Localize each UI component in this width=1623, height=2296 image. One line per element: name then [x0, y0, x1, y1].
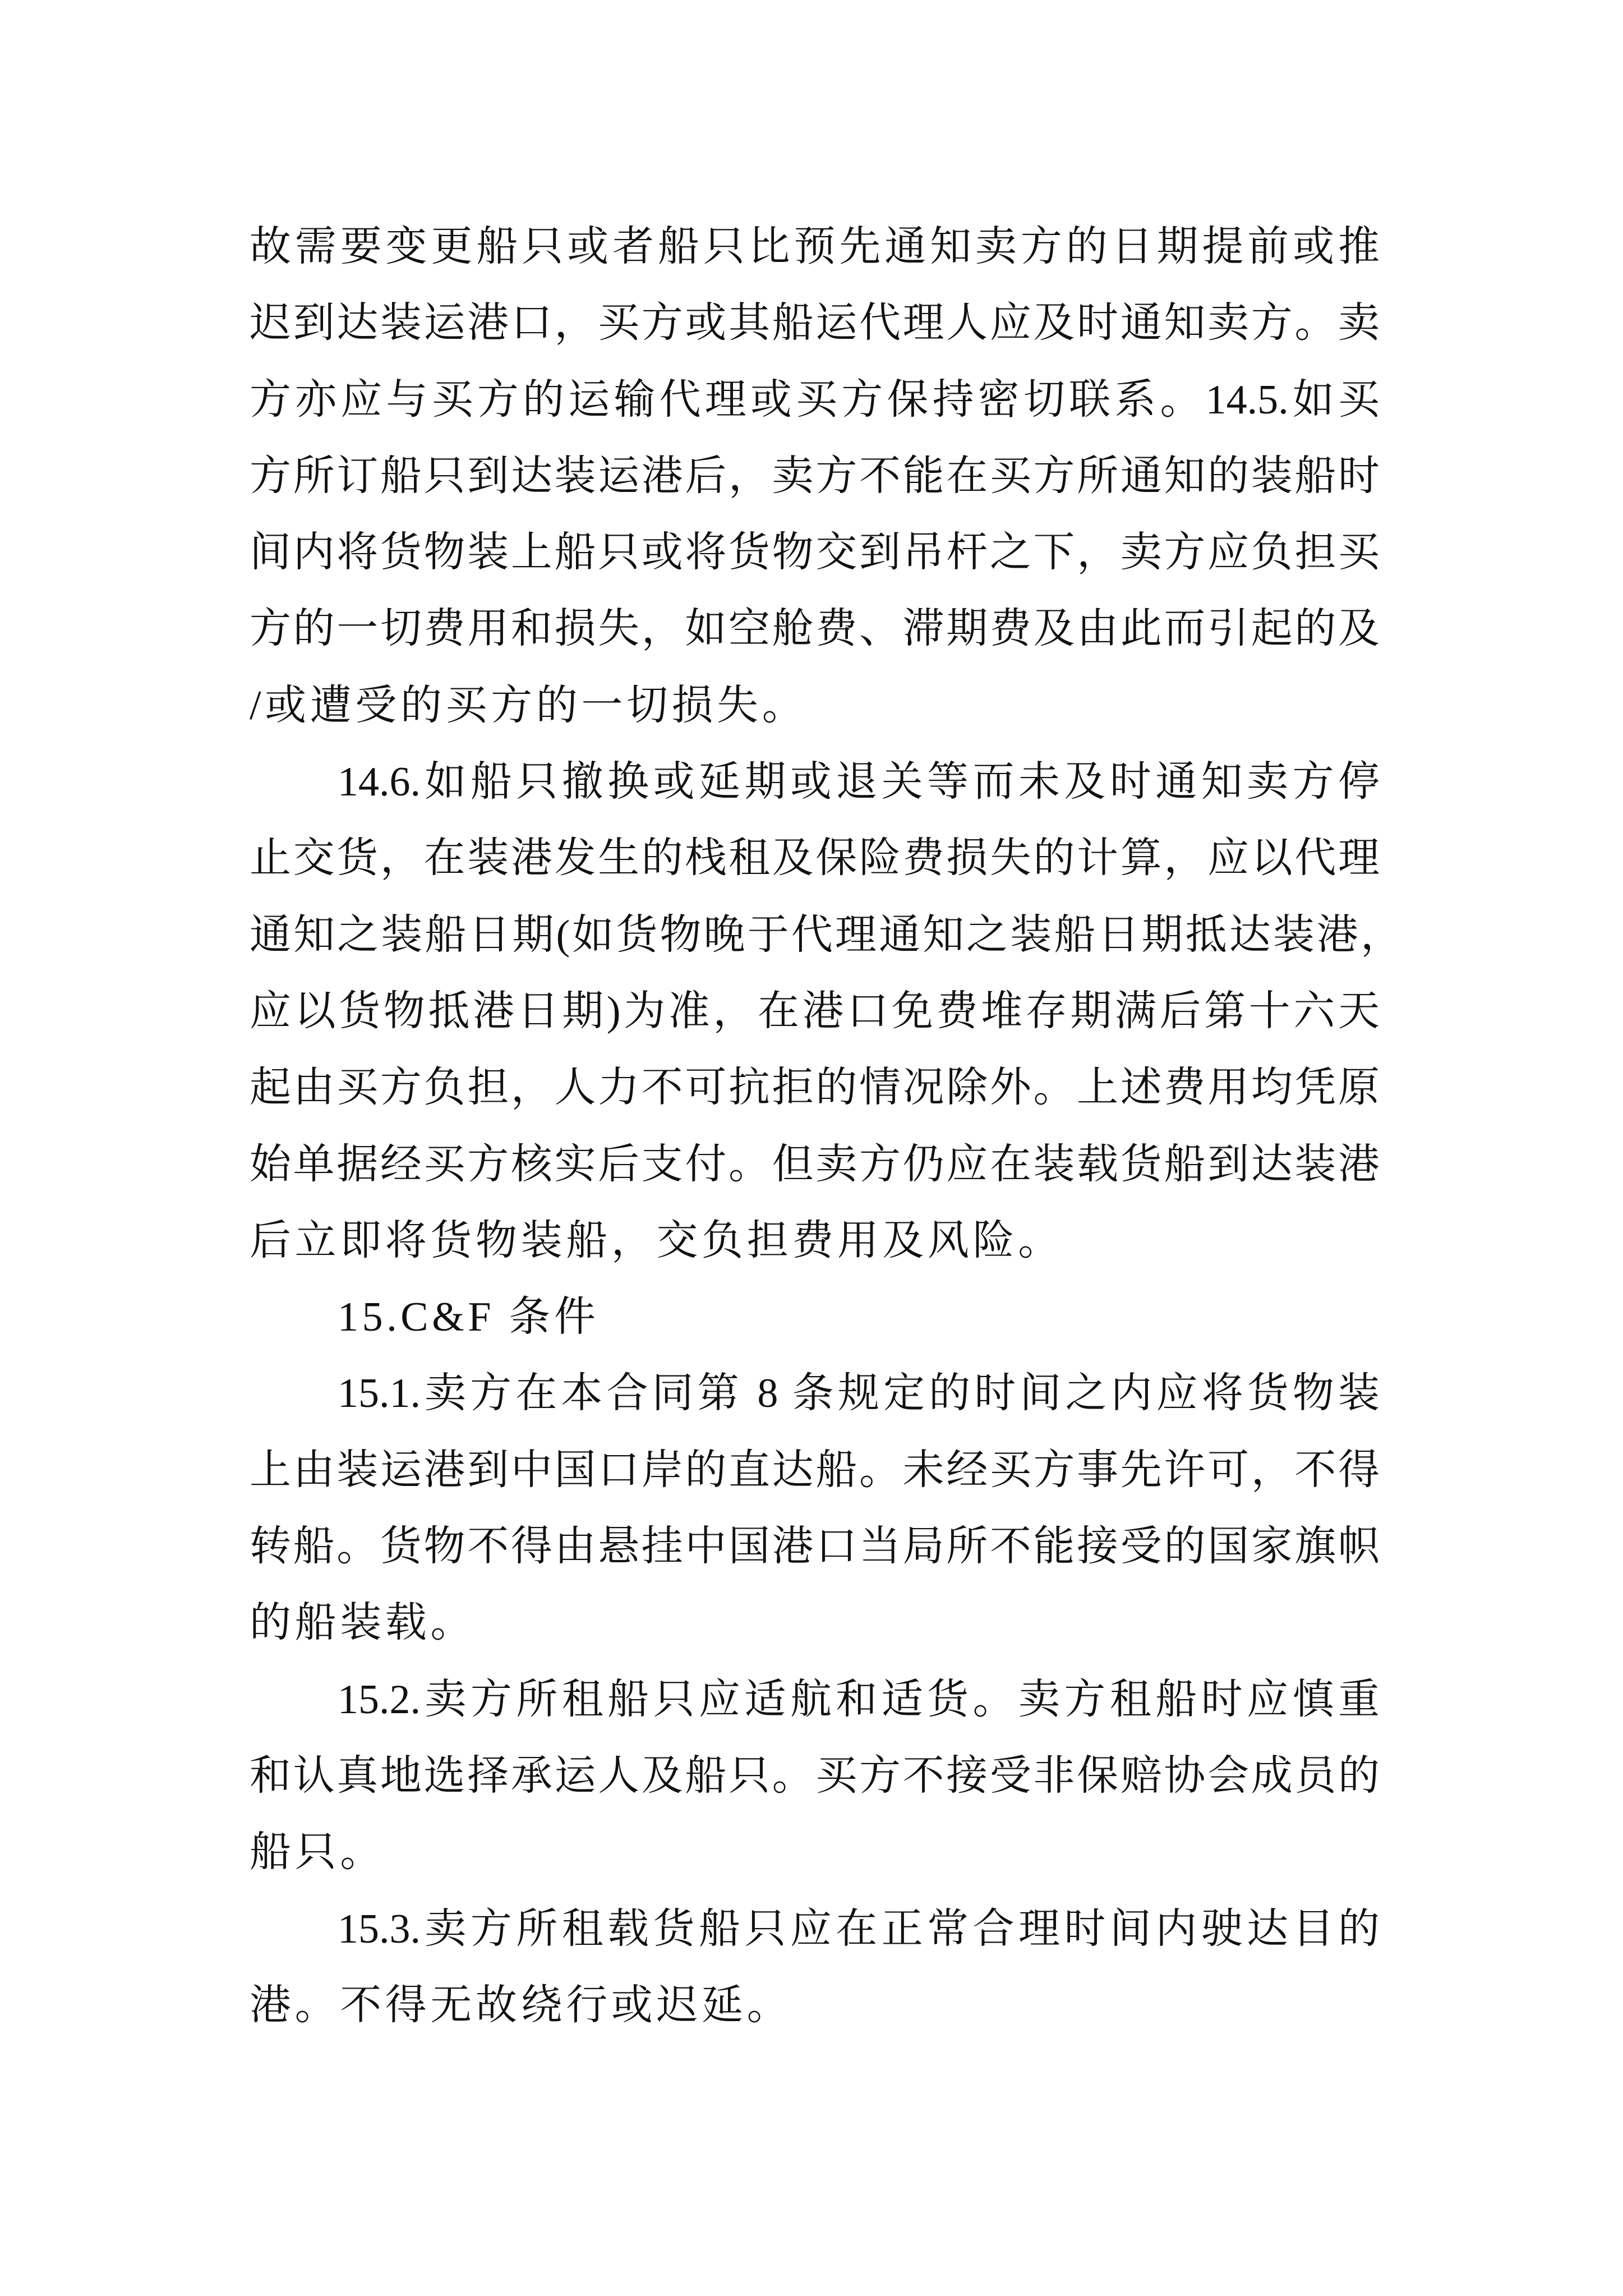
document-body: [250, 209, 1402, 2044]
text-line: 始单据经买方核实后支付。但卖方仍应在装载货船到达装港: [250, 1141, 1380, 1188]
text-line: 止交货，在装港发生的栈租及保险费损失的计算，应以代理: [250, 835, 1380, 882]
text-line: 和认真地选择承运人及船只。买方不接受非保赔协会成员的: [250, 1752, 1380, 1799]
paragraph-clause-15-3: [250, 1891, 1380, 2044]
text-line: 港。不得无故绕行或迟延。: [250, 1982, 792, 2028]
paragraph-clause-15-2: [250, 1662, 1380, 1891]
text-line: 方亦应与买方的运输代理或买方保持密切联系。14.5.如买: [250, 376, 1380, 423]
text-line: 迟到达装运港口，买方或其船运代理人应及时通知卖方。卖: [250, 300, 1380, 347]
paragraph-clause-15-1: [250, 1355, 1380, 1661]
clause-heading-line: 15.2.卖方所租船只应适航和适货。卖方租船时应慎重: [338, 1676, 1380, 1723]
text-line: 间内将货物装上船只或将货物交到吊杆之下，卖方应负担买: [250, 530, 1380, 576]
text-line: 后立即将货物装船，交负担费用及风险。: [250, 1217, 1063, 1264]
section-heading-15: [250, 1279, 1380, 1355]
text-line: 方所订船只到达装运港后，卖方不能在买方所通知的装船时: [250, 453, 1380, 499]
text-line: 方的一切费用和损失，如空舱费、滞期费及由此而引起的及: [250, 606, 1380, 652]
text-line: 通知之装船日期(如货物晚于代理通知之装船日期抵达装港，: [250, 912, 1402, 958]
text-line: 故需要变更船只或者船只比预先通知卖方的日期提前或推: [250, 224, 1380, 270]
text-line: 的船装载。: [250, 1600, 476, 1646]
clause-heading-line: 15.1.卖方在本合同第 8 条规定的时间之内应将货物装: [338, 1370, 1380, 1417]
clause-heading-line: 15.3.卖方所租载货船只应在正常合理时间内驶达目的: [338, 1906, 1380, 1952]
section-title: 15.C&F 条件: [338, 1294, 600, 1341]
text-line: 起由买方负担，人力不可抗拒的情况除外。上述费用均凭原: [250, 1065, 1380, 1111]
text-line: 转船。货物不得由悬挂中国港口当局所不能接受的国家旗帜: [250, 1524, 1380, 1570]
paragraph-shipping-notice-continued: [250, 209, 1380, 744]
paragraph-clause-14-6: [250, 744, 1402, 1279]
text-line: 船只。: [250, 1829, 385, 1876]
text-line: 应以货物抵港日期)为准，在港口免费堆存期满后第十六天: [250, 988, 1380, 1034]
clause-heading-line: 14.6.如船只撤换或延期或退关等而未及时通知卖方停: [338, 759, 1380, 806]
text-line: /或遭受的买方的一切损失。: [250, 682, 808, 729]
text-line: 上由装运港到中国口岸的直达船。未经买方事先许可，不得: [250, 1447, 1380, 1493]
